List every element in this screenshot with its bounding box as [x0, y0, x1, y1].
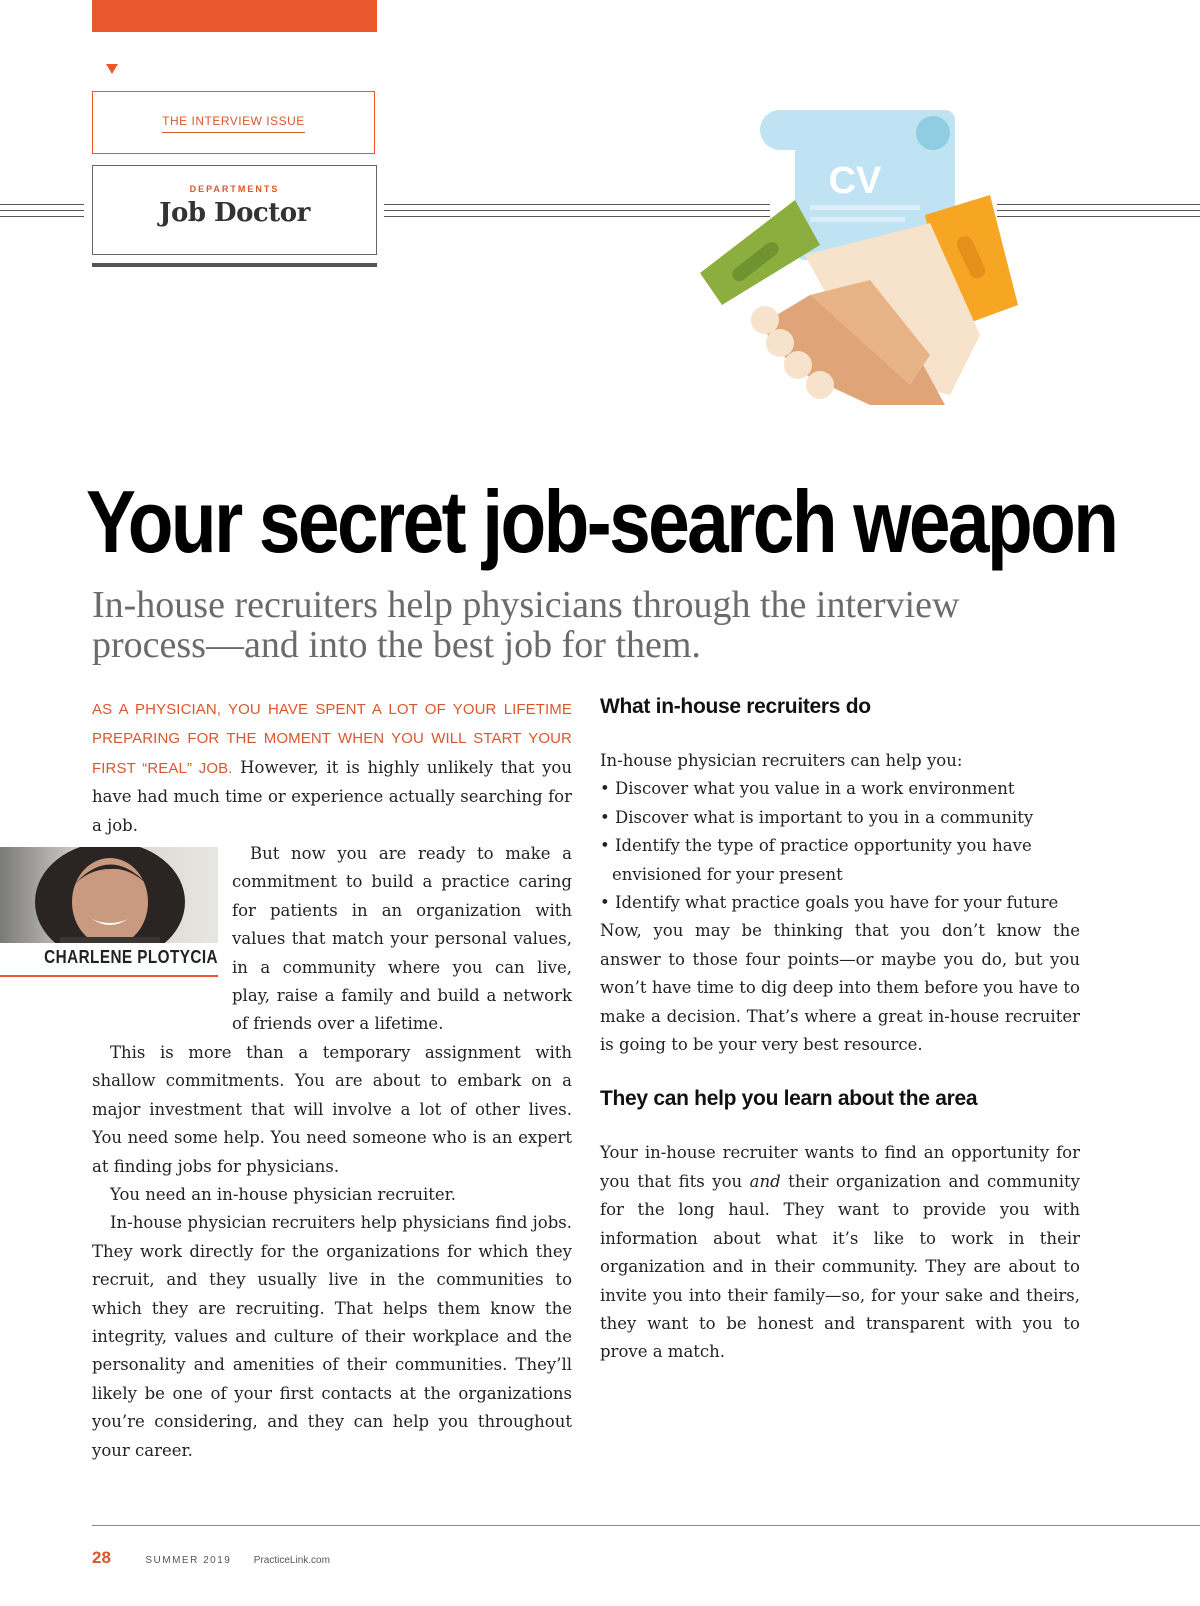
department-underline — [92, 263, 377, 267]
paragraph-3: This is more than a temporary assignment with shallow commitments. You are about to embark on a major investment that will involve a lot of other lives. You need some help. You need someone who is an expert at finding jobs for physicians. — [92, 1042, 572, 1176]
list-item: • Discover what you value in a work environment — [600, 779, 1015, 799]
caption-rule — [0, 975, 218, 977]
footer-rule — [92, 1525, 1200, 1526]
section2-emphasis: and — [749, 1171, 781, 1191]
lead-paragraph — [92, 695, 572, 840]
section-heading-recruiters: What in-house recruiters do — [600, 695, 871, 718]
section2-text-end: their organization and community for the long haul. They want to provide you with information about what it’s like to work in their organization and in their community. They are about to invite you into their family—so, for your sake and theirs, they want to be honest and transparent with you to prove a match. — [600, 1171, 1080, 1362]
section2-paragraph — [600, 1139, 1080, 1366]
list-item: • Identify the type of practice opportunity you have envisioned for your present — [600, 836, 1032, 884]
rule-left-2 — [0, 210, 84, 211]
department-box — [92, 165, 377, 255]
article-dek: In-house recruiters help physicians through the interview process—and into the best job for them. — [92, 584, 960, 666]
handshake-cv-icon — [700, 105, 1050, 420]
author-photo-block — [0, 847, 218, 977]
triangle-marker-icon — [106, 64, 118, 74]
site-link[interactable]: PracticeLink.com — [253, 1555, 330, 1566]
department-label: DEPARTMENTS — [189, 184, 280, 194]
paragraph-5: In-house physician recruiters help physicians find jobs. They work directly for the organizations for which they recruit, and they usually live in the communities to which they are recruiting. That helps them know the integrity, values and culture of their workplace and the personality and amenities of their communities. They’ll likely be one of your first contacts at the organizations you’re considering, and they can help you throughout your career. — [92, 1213, 572, 1460]
top-accent-bar — [92, 0, 377, 32]
section1-paragraph: Now, you may be thinking that you don’t know the answer to those four points—or maybe you do, but you won’t have time to dig deep into them before you have to make a decision. That’s where a great in-house recruiter is going to be your very best resource. — [600, 921, 1080, 1055]
author-portrait — [0, 847, 218, 943]
section-heading-area: They can help you learn about the area — [600, 1087, 978, 1111]
right-column — [600, 695, 1080, 1367]
rule-left-3 — [0, 216, 84, 217]
section1-bullet-list — [600, 775, 1080, 917]
lead-in: AS A PHYSICIAN, YOU HAVE SPENT A LOT OF YOUR LIFETIME PREPARING FOR THE MOMENT WHEN YOU WILL START YOUR FIRST “REAL” JOB. — [92, 701, 572, 777]
issue-label: THE INTERVIEW ISSUE — [162, 114, 305, 133]
page-number: 28 — [92, 1548, 111, 1567]
rule-left-1 — [0, 204, 84, 205]
cv-text: CV — [828, 160, 882, 202]
paragraph-1: However, it is highly unlikely that you have had much time or experience actually searching for a job. — [92, 757, 572, 835]
left-column — [92, 695, 572, 1465]
paragraph-4: You need an in-house physician recruiter. — [110, 1184, 456, 1204]
section2-text-start: Your in-house recruiter wants to find an opportunity for you that fits you — [600, 1143, 1080, 1191]
list-item: • Identify what practice goals you have for your future — [600, 893, 1059, 913]
author-photo — [0, 847, 218, 943]
paragraph-2-text: But now you are ready to make a commitment to build a practice caring for patients in an organization with values that match your personal values, in a community where you can live, play, raise a family and build a network of friends over a lifetime. — [232, 844, 572, 1034]
section1-intro: In-house physician recruiters can help you: — [600, 751, 963, 770]
issue-label-box — [92, 91, 375, 154]
department-title: Job Doctor — [159, 198, 310, 228]
list-item: • Discover what is important to you in a community — [600, 807, 1034, 827]
issue-date: SUMMER 2019 — [145, 1555, 232, 1566]
page-footer — [92, 1548, 330, 1568]
author-caption: CHARLENE PLOTYCIA — [44, 947, 219, 967]
article-headline: Your secret job-search weapon — [86, 472, 1117, 571]
